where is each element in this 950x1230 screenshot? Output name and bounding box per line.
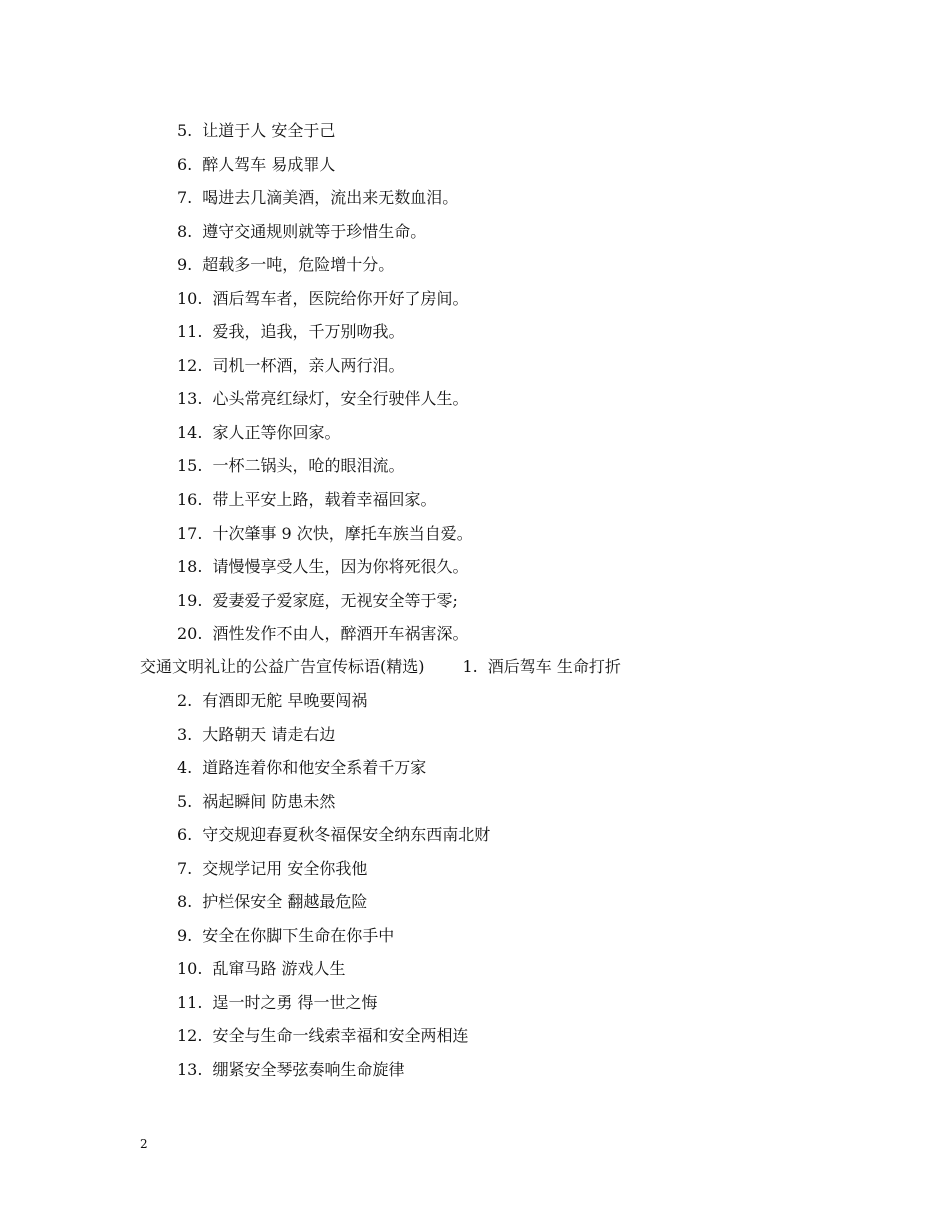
list-item	[0, 1023, 950, 1057]
item-text: 请慢慢享受人生，因为你将死很久。	[212, 557, 469, 577]
item-number: 8.	[177, 221, 193, 241]
section-heading	[140, 654, 621, 680]
list-item	[0, 420, 950, 454]
item-number: 5.	[177, 121, 193, 140]
item-text: 酒性发作不由人，醉酒开车祸害深。	[212, 624, 469, 644]
item-number: 12.	[177, 1026, 203, 1046]
list-item	[0, 252, 950, 286]
list-item	[0, 353, 950, 387]
item-text: 乱窜马路 游戏人生	[212, 959, 346, 979]
list-item	[0, 386, 950, 420]
item-text: 让道于人 安全于己	[202, 121, 336, 140]
list-item	[0, 554, 950, 588]
item-number: 16.	[177, 490, 203, 510]
item-number: 13.	[177, 389, 203, 409]
item-text: 超载多一吨，危险增十分。	[202, 255, 395, 275]
item-text: 家人正等你回家。	[212, 422, 341, 442]
item-text: 护栏保安全 翻越最危险	[202, 892, 368, 912]
item-text: 遵守交通规则就等于珍惜生命。	[202, 221, 427, 241]
item-text: 带上平安上路，载着幸福回家。	[212, 490, 437, 510]
item-number: 20.	[177, 624, 203, 644]
slogan-list-continued	[0, 118, 950, 655]
item-text: 有酒即无舵 早晚要闯祸	[202, 691, 368, 710]
list-item	[0, 453, 950, 487]
list-item	[0, 152, 950, 186]
item-text: 大路朝天 请走右边	[202, 724, 336, 744]
item-text: 醉人驾车 易成罪人	[202, 154, 336, 174]
item-number: 3.	[177, 724, 193, 744]
item-text: 守交规迎春夏秋冬福保安全纳东西南北财	[202, 825, 491, 845]
section-title: 交通文明礼让的公益广告宣传标语(精选)	[140, 657, 425, 676]
list-item	[0, 755, 950, 789]
item-number: 13.	[177, 1060, 203, 1080]
page-number: 2	[140, 1137, 148, 1151]
item-number: 19.	[177, 590, 203, 610]
list-item	[0, 990, 950, 1024]
list-item	[0, 286, 950, 320]
item-text: 安全在你脚下生命在你手中	[202, 925, 395, 945]
list-item	[0, 1057, 950, 1091]
item-number: 11.	[177, 992, 203, 1012]
list-item	[0, 118, 950, 152]
item-number: 10.	[177, 288, 203, 308]
item-number: 15.	[177, 456, 203, 476]
item-number: 8.	[177, 892, 193, 912]
item-number: 7.	[177, 188, 193, 208]
list-item	[0, 889, 950, 923]
item-number: 7.	[177, 858, 193, 878]
list-item	[0, 588, 950, 622]
item-text: 一杯二锅头，呛的眼泪流。	[212, 456, 405, 476]
item-text: 爱我，追我，千万别吻我。	[212, 322, 405, 342]
list-item	[0, 319, 950, 353]
item-text: 心头常亮红绿灯，安全行驶伴人生。	[212, 389, 469, 409]
list-item	[0, 621, 950, 655]
list-item	[0, 688, 950, 722]
item-text: 酒后驾车者，医院给你开好了房间。	[212, 288, 469, 308]
item-number: 10.	[177, 959, 203, 979]
list-item	[0, 219, 950, 253]
item-text: 祸起瞬间 防患未然	[202, 791, 336, 811]
item-text: 爱妻爱子爱家庭，无视安全等于零;	[212, 590, 458, 610]
list-item	[0, 521, 950, 555]
item-text: 安全与生命一线索幸福和安全两相连	[212, 1026, 469, 1046]
item-number: 4.	[177, 758, 193, 778]
item-number: 12.	[177, 355, 203, 375]
item-text: 喝进去几滴美酒，流出来无数血泪。	[202, 188, 459, 208]
item-number: 2.	[177, 691, 193, 710]
item-number: 14.	[177, 422, 203, 442]
item-number: 5.	[177, 791, 193, 811]
item-number: 1.	[462, 657, 478, 676]
list-item	[0, 487, 950, 521]
item-text: 道路连着你和他安全系着千万家	[202, 758, 427, 778]
item-text: 十次肇事 9 次快，摩托车族当自爱。	[212, 523, 473, 543]
slogan-list	[0, 688, 950, 1091]
item-text: 逞一时之勇 得一世之悔	[212, 992, 378, 1012]
item-text: 司机一杯酒，亲人两行泪。	[212, 355, 405, 375]
item-number: 18.	[177, 557, 203, 577]
item-text: 交规学记用 安全你我他	[202, 858, 368, 878]
item-number: 11.	[177, 322, 203, 342]
list-item	[0, 956, 950, 990]
item-number: 6.	[177, 154, 193, 174]
item-text: 酒后驾车 生命打折	[487, 657, 621, 676]
item-number: 9.	[177, 925, 193, 945]
list-item	[0, 789, 950, 823]
list-item	[0, 856, 950, 890]
list-item	[0, 923, 950, 957]
item-text: 绷紧安全琴弦奏响生命旋律	[212, 1060, 405, 1080]
list-item	[0, 822, 950, 856]
list-item	[0, 722, 950, 756]
item-number: 9.	[177, 255, 193, 275]
item-number: 17.	[177, 523, 203, 543]
item-number: 6.	[177, 825, 193, 845]
list-item	[0, 185, 950, 219]
